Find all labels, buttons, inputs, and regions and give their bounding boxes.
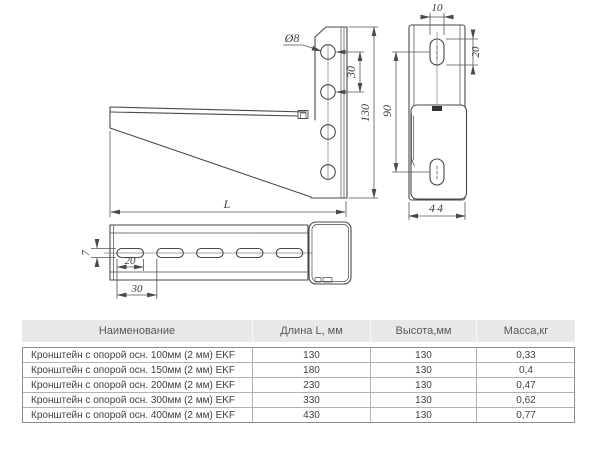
table-row [23,348,574,363]
dim-length-label: L [223,197,231,211]
top-view [104,222,351,284]
dim-top-slot-width-label: 7 [80,250,92,256]
side-view-dims [110,27,378,217]
cell-name: Кронштейн с опорой осн. 300мм (2 мм) EKF [23,393,253,407]
cell-height: 130 [371,378,477,392]
spec-table [22,320,575,423]
cell-length: 230 [253,378,371,392]
cell-length: 330 [253,393,371,407]
cell-mass: 0,4 [519,364,533,376]
dim-hole-diameter-label: Ø8 [284,31,300,45]
front-view [409,25,467,200]
side-view [110,27,347,198]
cell-mass: 0,33 [516,349,536,361]
table-row [23,363,574,378]
dim-width-label: 44 [429,201,445,215]
cell-mass: 0,62 [516,394,536,406]
cell-height: 130 [371,408,477,422]
cell-length: 130 [253,348,371,362]
dim-slot-height-label: 20 [470,46,482,58]
dim-slot-width-label: 10 [431,2,443,14]
cell-height: 130 [371,393,477,407]
col-header-name: Наименование [22,320,253,342]
dim-height-label: 130 [358,104,372,122]
cell-name: Кронштейн с опорой осн. 400мм (2 мм) EKF [23,408,253,422]
cell-name: Кронштейн с опорой осн. 150мм (2 мм) EKF [23,363,253,377]
dim-top-slot-length-label: 20 [124,255,136,267]
cell-length: 430 [253,408,371,422]
cell-length: 180 [253,363,371,377]
dim-hole-spacing-label: 30 [344,66,358,78]
cell-height: 130 [371,348,477,362]
cell-name: Кронштейн с опорой осн. 200мм (2 мм) EKF [23,378,253,392]
dim-top-slot-pitch-label: 30 [131,283,143,295]
dim-slot-spacing-label: 90 [380,105,394,117]
col-header-height: Высота,мм [371,320,477,342]
col-header-mass: Масса,кг [503,325,549,337]
cell-name: Кронштейн с опорой осн. 100мм (2 мм) EKF [23,348,253,362]
table-row [23,393,574,408]
cell-mass: 0,47 [516,379,536,391]
table-row [23,408,574,422]
cell-height: 130 [371,363,477,377]
cell-mass: 0,77 [516,409,536,421]
col-header-length: Длина L, мм [253,320,371,342]
table-body [22,347,575,423]
table-row [23,378,574,393]
table-header-row [22,320,575,342]
